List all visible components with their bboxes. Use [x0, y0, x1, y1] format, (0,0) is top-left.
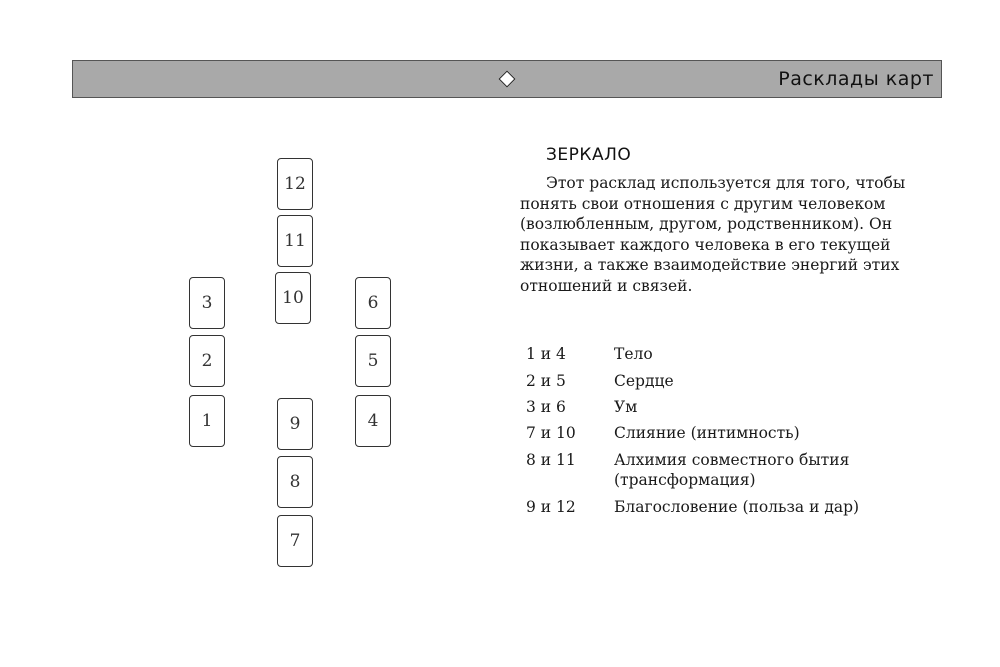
legend-meaning: Благословение (польза и дар): [614, 498, 860, 516]
card-12: 12: [277, 158, 313, 210]
legend-row: [526, 371, 914, 391]
card-2: 2: [189, 335, 225, 387]
card-9: 9: [277, 398, 313, 450]
card-4: 4: [355, 395, 391, 447]
card-6: 6: [355, 277, 391, 329]
card-7: 7: [277, 515, 313, 567]
legend-meaning: Тело: [614, 345, 653, 363]
section-description: Этот расклад используется для того, чтобы понять свои отношения с другим человеком (возлюбленным, другом, родственником). Он показывает каждого человека в его текущей жизни, а также взаимодействие энергий этих отношений и связей.: [520, 174, 906, 295]
legend-positions: 1 и 4: [526, 345, 566, 363]
legend-row: [526, 450, 894, 490]
card-8: 8: [277, 456, 313, 508]
section-title: ЗЕРКАЛО: [546, 145, 632, 165]
legend-meaning: Сердце: [614, 372, 674, 390]
card-1: 1: [189, 395, 225, 447]
legend-meaning: Ум: [614, 398, 638, 416]
legend-positions: 2 и 5: [526, 372, 566, 390]
legend-positions: 8 и 11: [526, 451, 576, 469]
card-11: 11: [277, 215, 313, 267]
card-5: 5: [355, 335, 391, 387]
legend-meaning: Слияние (интимность): [614, 424, 800, 442]
page-header-title: Расклады карт: [778, 68, 934, 90]
legend-row: [526, 397, 914, 417]
card-3: 3: [189, 277, 225, 329]
card-10: 10: [275, 272, 311, 324]
legend-meaning: Алхимия совместного бытия (трансформация): [614, 451, 850, 489]
legend-positions: 3 и 6: [526, 398, 566, 416]
legend-row: [526, 423, 914, 443]
legend-positions: 9 и 12: [526, 498, 576, 516]
legend-row: [526, 497, 914, 517]
legend-row: [526, 344, 914, 364]
legend-positions: 7 и 10: [526, 424, 576, 442]
